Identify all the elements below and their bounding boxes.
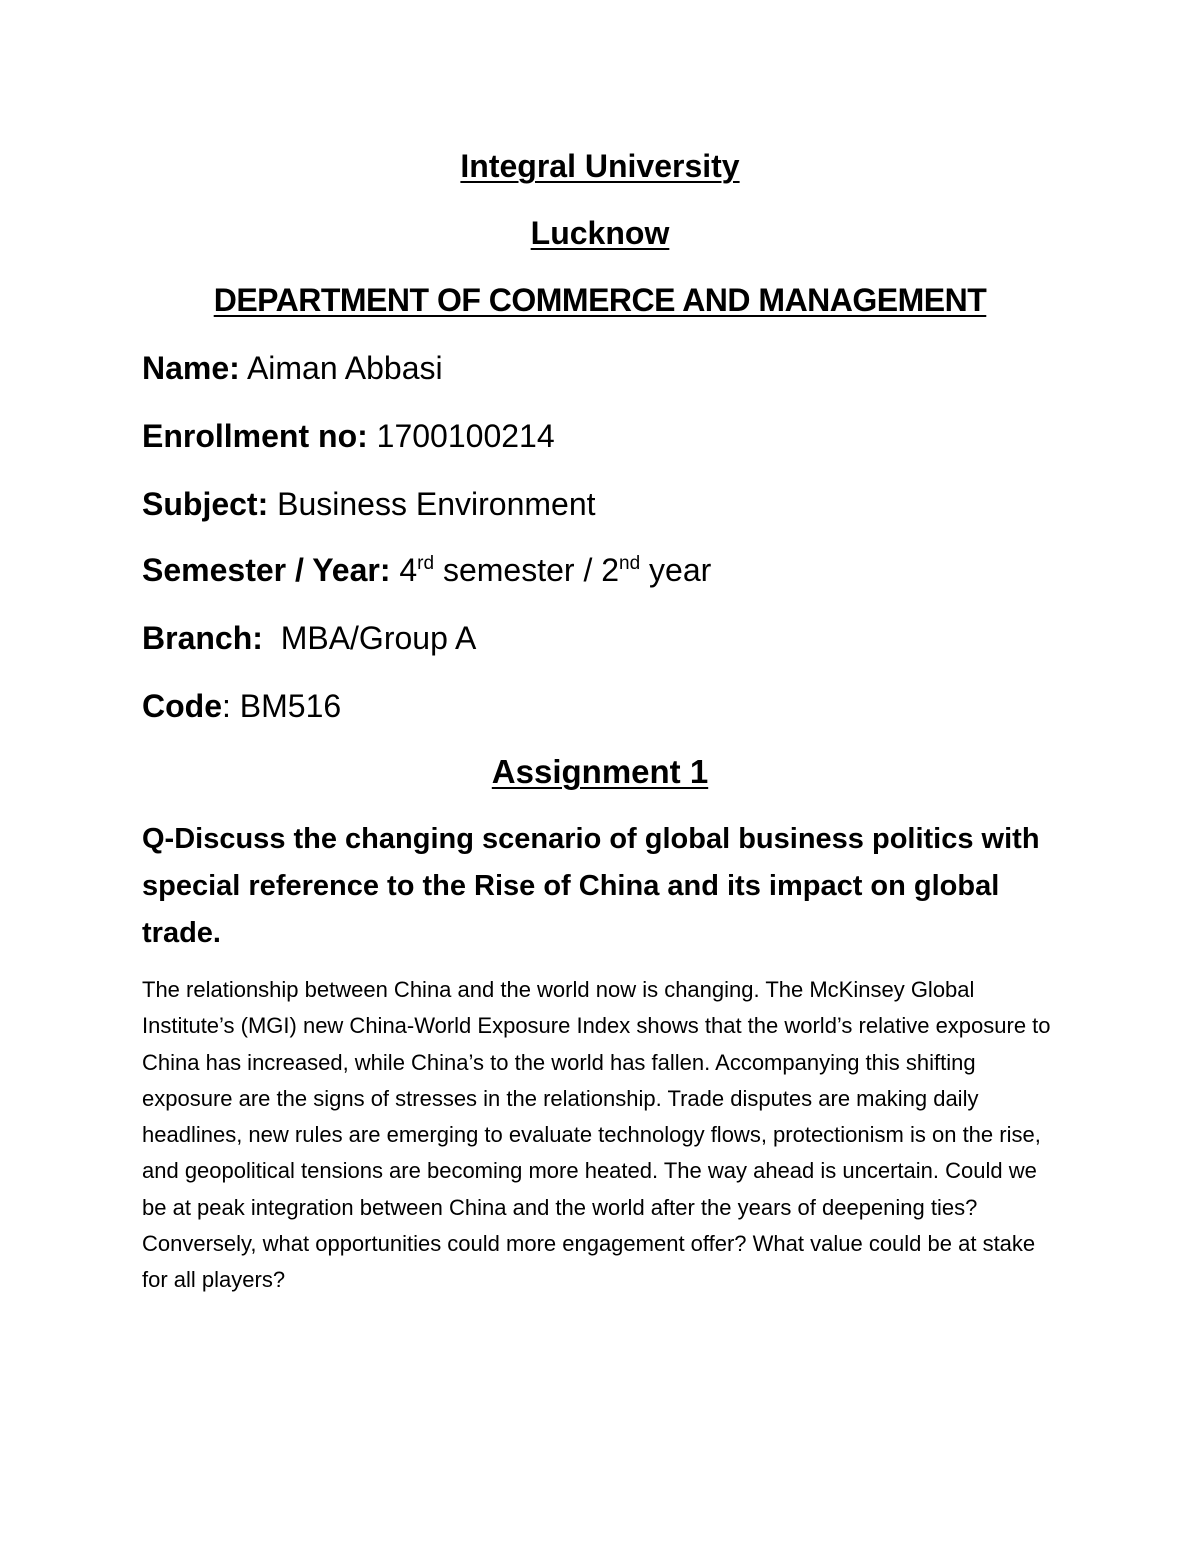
name-value: Aiman Abbasi [239, 350, 443, 386]
year-suffix: nd [619, 553, 641, 574]
answer-paragraph: The relationship between China and the world now is changing. The McKinsey Global Institute’s (MGI) new China-World Exposure Index shows that the world’s relative exposure to China has increased, while China’s to the world has fallen. Accompanying this shifting exposure are the signs of stresses in the relationship. Trade disputes are making daily headlines, new rules are emerging to evaluate technology flows, protectionism is on the rise, and geopolitical tensions are becoming more heated. The way ahead is uncertain. Could we be at peak integration between China and the world after the years of deepening ties? Conversely, what opportunities could more engagement offer? What value could be at stake for all players? [142, 977, 1051, 1293]
name-label: Name: [142, 350, 240, 386]
year-tail: year [640, 552, 712, 588]
city-heading: Lucknow [530, 215, 670, 251]
code-label: Code [142, 688, 222, 724]
university-heading: Integral University [460, 148, 740, 184]
assignment-title: Assignment 1 [491, 753, 709, 790]
code-value: : BM516 [222, 688, 342, 724]
enrollment-label: Enrollment no: [142, 418, 368, 454]
code-field [142, 688, 341, 725]
semester-number: 4 [390, 552, 418, 588]
subject-field [142, 486, 596, 523]
question-text: Q-Discuss the changing scenario of global business politics with special reference to the Rise of China and its impact on global trade. [142, 823, 1040, 949]
subject-label: Subject: [142, 486, 269, 522]
subject-value: Business Environment [268, 486, 596, 522]
branch-label: Branch: [142, 620, 263, 656]
semester-middle: semester / 2 [434, 552, 620, 588]
semester-suffix: rd [417, 553, 435, 574]
enrollment-field [142, 418, 555, 455]
semester-field [142, 552, 711, 589]
department-heading: DEPARTMENT OF COMMERCE AND MANAGEMENT [213, 282, 987, 318]
semester-label: Semester / Year: [142, 552, 391, 588]
branch-field [142, 620, 476, 657]
name-field [142, 350, 443, 387]
enrollment-value: 1700100214 [367, 418, 555, 454]
branch-value: MBA/Group A [262, 620, 477, 656]
